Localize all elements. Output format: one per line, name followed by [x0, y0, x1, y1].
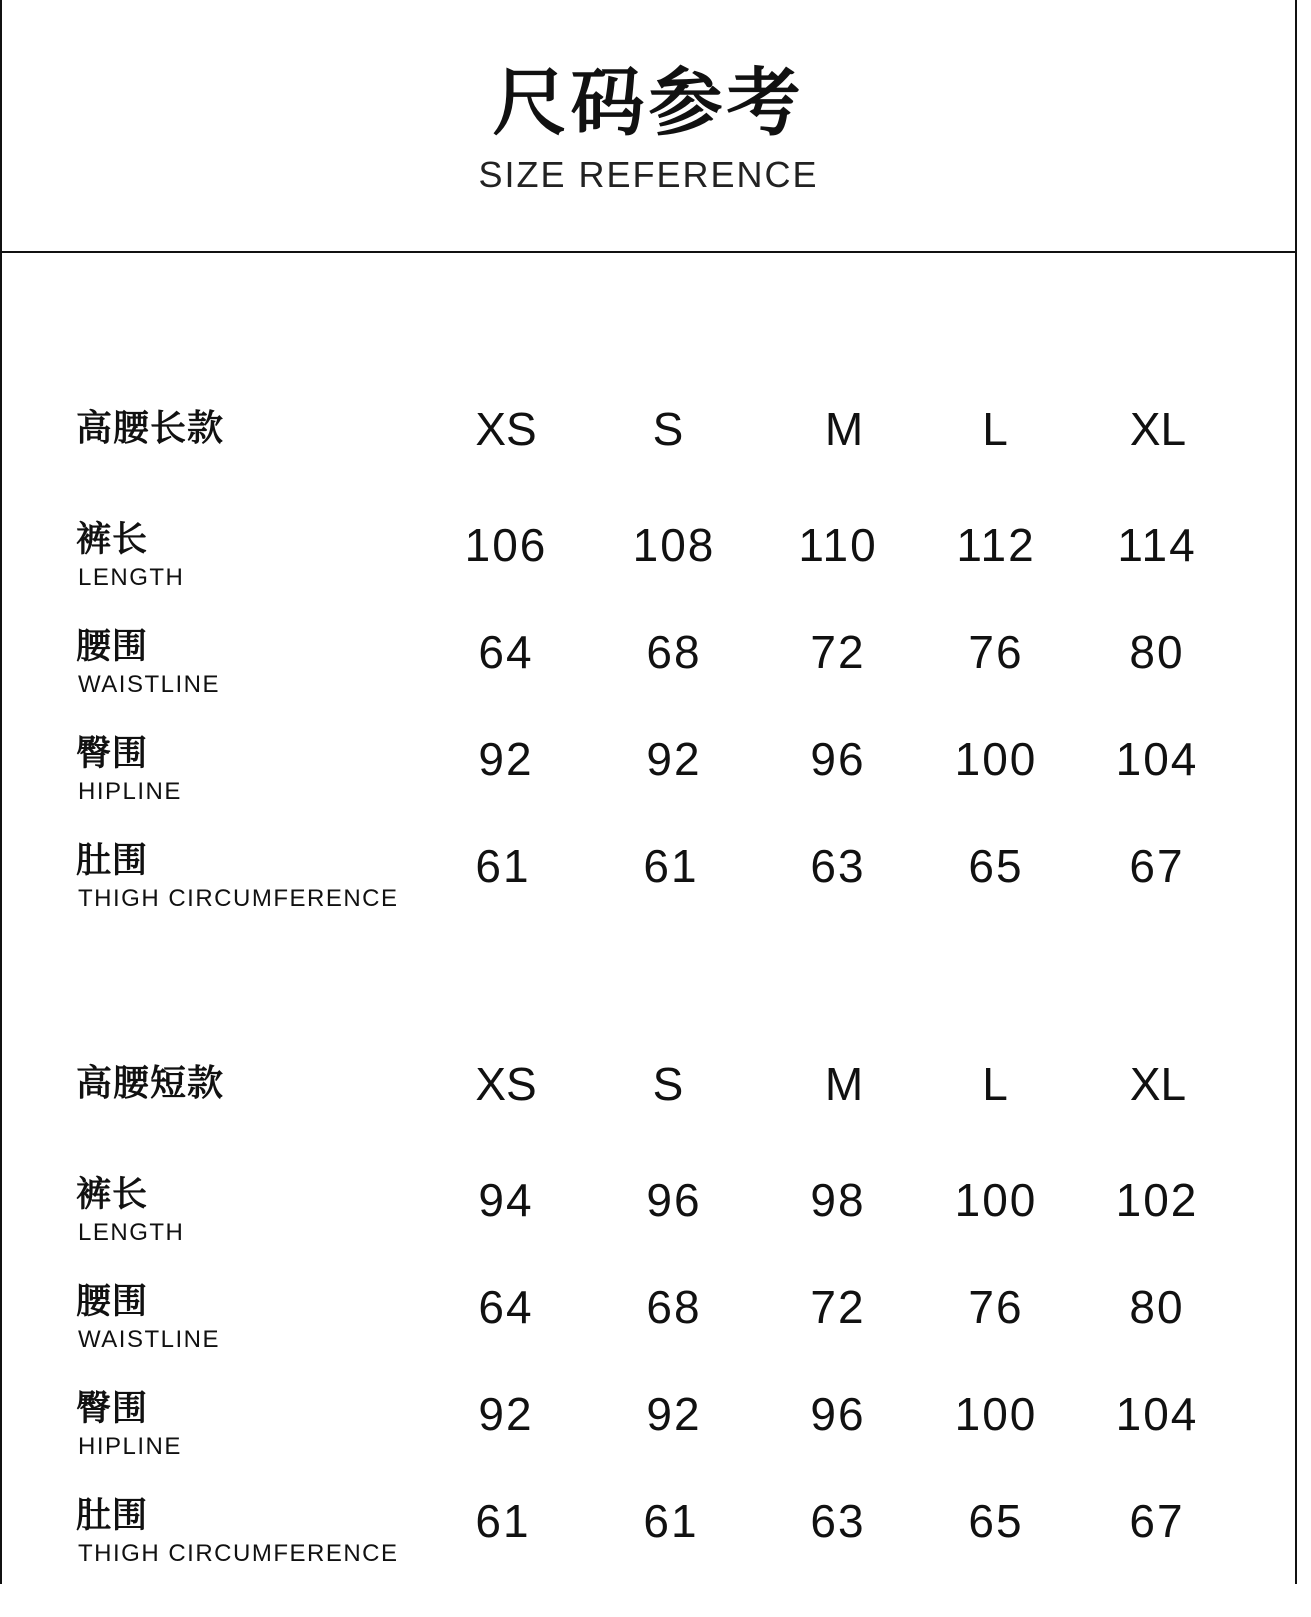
cell-value: 94	[478, 1174, 534, 1226]
size-header-m: M	[824, 1058, 864, 1110]
cell-value: 61	[475, 1495, 531, 1547]
cell-value: 68	[646, 1281, 702, 1333]
cell-value: 96	[810, 733, 866, 785]
size-header-xs: XS	[475, 1058, 537, 1110]
cell-value: 104	[1115, 733, 1199, 785]
cell-value: 72	[810, 626, 866, 678]
cell-value: 104	[1115, 1388, 1199, 1440]
size-header-l: L	[982, 1058, 1008, 1110]
row-label-en: HIPLINE	[78, 778, 182, 805]
cell-value: 98	[810, 1174, 866, 1226]
row-label-en: LENGTH	[78, 1219, 185, 1246]
cell-value: 96	[646, 1174, 702, 1226]
cell-value: 63	[810, 1495, 866, 1547]
row-label-en: HIPLINE	[78, 1433, 182, 1460]
row-label-cn: 肚围	[76, 1496, 149, 1536]
row-label-cn: 臀围	[76, 734, 149, 774]
cell-value: 92	[478, 1388, 534, 1440]
row-label-cn: 裤长	[76, 1175, 149, 1215]
table-row	[0, 1387, 1297, 1487]
cell-value: 106	[464, 519, 548, 571]
table-row	[0, 1494, 1297, 1594]
cell-value: 65	[968, 1495, 1024, 1547]
size-header-s: S	[652, 1058, 684, 1110]
cell-value: 61	[643, 1495, 699, 1547]
row-label-en: LENGTH	[78, 564, 185, 591]
size-header-s: S	[652, 403, 684, 455]
row-label-cn: 臀围	[76, 1389, 149, 1429]
table-row	[0, 625, 1297, 725]
row-label-cn: 腰围	[76, 627, 149, 667]
cell-value: 76	[968, 1281, 1024, 1333]
table-row	[0, 518, 1297, 618]
cell-value: 63	[810, 840, 866, 892]
table-row	[0, 732, 1297, 832]
cell-value: 100	[954, 1388, 1038, 1440]
cell-value: 64	[478, 626, 534, 678]
cell-value: 61	[475, 840, 531, 892]
cell-value: 67	[1129, 840, 1185, 892]
cell-value: 92	[478, 733, 534, 785]
cell-value: 76	[968, 626, 1024, 678]
page-subtitle: SIZE REFERENCE	[478, 154, 819, 195]
size-header-l: L	[982, 403, 1008, 455]
cell-value: 100	[954, 1174, 1038, 1226]
cell-value: 102	[1115, 1174, 1199, 1226]
cell-value: 100	[954, 733, 1038, 785]
row-label-en: THIGH CIRCUMFERENCE	[78, 1540, 399, 1567]
size-table-long	[0, 402, 1297, 962]
size-header-m: M	[824, 403, 864, 455]
cell-value: 92	[646, 733, 702, 785]
cell-value: 92	[646, 1388, 702, 1440]
cell-value: 96	[810, 1388, 866, 1440]
row-label-en: WAISTLINE	[78, 1326, 220, 1353]
row-label-cn: 裤长	[76, 520, 149, 560]
cell-value: 68	[646, 626, 702, 678]
row-label-en: THIGH CIRCUMFERENCE	[78, 885, 399, 912]
cell-value: 110	[798, 519, 878, 571]
cell-value: 80	[1129, 626, 1185, 678]
size-header-xs: XS	[475, 403, 537, 455]
cell-value: 112	[956, 519, 1036, 571]
table-title: 高腰长款	[76, 408, 225, 449]
cell-value: 65	[968, 840, 1024, 892]
table-row	[0, 1173, 1297, 1273]
cell-value: 108	[632, 519, 716, 571]
table-title: 高腰短款	[76, 1063, 225, 1104]
table-row	[0, 839, 1297, 939]
cell-value: 72	[810, 1281, 866, 1333]
row-label-cn: 肚围	[76, 841, 149, 881]
cell-value: 64	[478, 1281, 534, 1333]
page-title: 尺码参考	[492, 60, 805, 146]
table-row	[0, 1280, 1297, 1380]
size-header-xl: XL	[1129, 403, 1187, 455]
row-label-cn: 腰围	[76, 1282, 149, 1322]
header-divider	[0, 251, 1297, 253]
size-table-short	[0, 1057, 1297, 1617]
row-label-en: WAISTLINE	[78, 671, 220, 698]
size-header-xl: XL	[1129, 1058, 1187, 1110]
cell-value: 114	[1117, 519, 1197, 571]
cell-value: 61	[643, 840, 699, 892]
cell-value: 67	[1129, 1495, 1185, 1547]
cell-value: 80	[1129, 1281, 1185, 1333]
